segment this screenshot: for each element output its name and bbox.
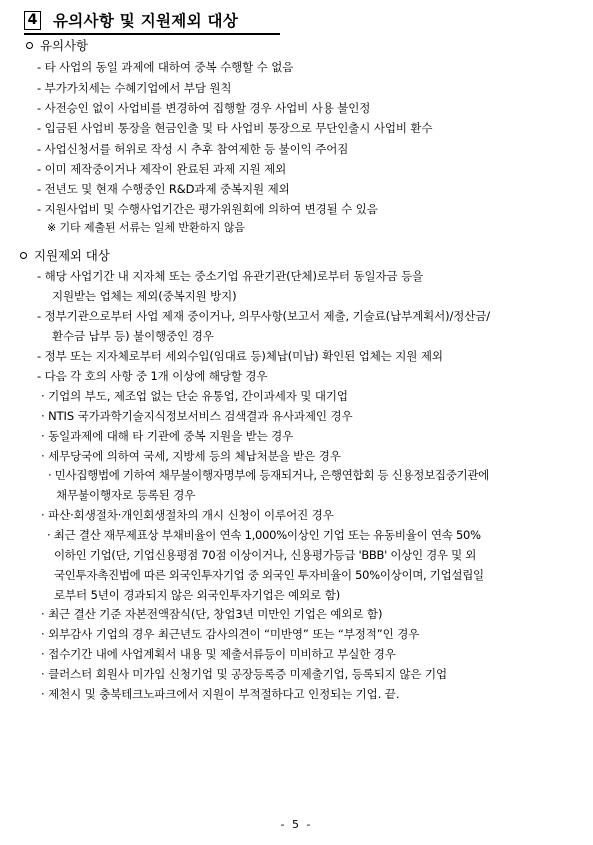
page-number: - 5 -	[280, 818, 313, 831]
exclusion-item: · 기업의 부도, 제조업 없는 단순 유통업, 간이과세자 및 대기업	[41, 389, 348, 403]
exclusion-item: · 접수기간 내에 사업계획서 내용 및 제출서류등이 미비하고 부실한 경우	[41, 647, 396, 661]
circle-bullet-icon	[20, 252, 27, 259]
note-line: - 이미 제작중이거나 제작이 완료된 과제 지원 제외	[37, 162, 287, 176]
section-heading	[24, 8, 238, 32]
note-line: - 입금된 사업비 통장을 현금인출 및 타 사업비 통장으로 무단인출시 사업비 환수	[37, 121, 433, 135]
note-line: - 사전승인 없이 사업비를 변경하여 집행할 경우 사업비 사용 불인정	[37, 101, 371, 115]
exclusion-item: 국인투자촉진법에 따른 외국인투자기업 중 외국인 투자비율이 50%이상이며, 기업설립일	[54, 568, 484, 582]
exclusion-line: 지원받는 업체는 제외(중복지원 방지)	[52, 289, 237, 303]
exclusion-line: - 정부기관으로부터 사업 제재 중이거나, 의무사항(보고서 제출, 기술료(납부계획서)/정산금/	[37, 309, 491, 323]
note-line: - 전년도 및 현재 수행중인 R&D과제 중복지원 제외	[37, 182, 290, 196]
heading-number-box: 4	[24, 11, 41, 30]
exclusion-line: - 정부 또는 지자체로부터 세외수입(임대료 등)체납(미납) 확인된 업체는 지원 제외	[37, 349, 443, 363]
exclusion-line: - 다음 각 호의 사항 중 1개 이상에 해당할 경우	[37, 369, 268, 383]
exclusion-item: · 파산·회생절차·개인회생절차의 개시 신청이 이루어진 경우	[41, 508, 334, 522]
exclusion-item: · 세무당국에 의하여 국세, 지방세 등의 체납처분을 받은 경우	[41, 449, 341, 463]
exclusion-line: - 해당 사업기간 내 지자체 또는 중소기업 유관기관(단체)로부터 동일자금 등을	[37, 269, 424, 283]
exclusion-item: · 외부감사 기업의 경우 최근년도 감사의견이 “미반영” 또는 “부정적”인 경우	[41, 627, 420, 641]
heading-title: 유의사항 및 지원제외 대상	[53, 12, 239, 30]
circle-bullet-icon	[26, 42, 33, 49]
section-title-text: 지원제외 대상	[34, 248, 110, 263]
heading-underline	[24, 33, 280, 35]
exclusion-item: · 최근 결산 기준 자본전액잠식(단, 창업3년 미만인 기업은 예외로 함)	[41, 607, 383, 621]
exclusion-item: · 동일과제에 대해 타 기관에 중복 지원을 받는 경우	[41, 429, 294, 443]
section-title-text: 유의사항	[40, 38, 88, 53]
exclusion-item: 이하인 기업(단, 기업신용평점 70점 이상이거나, 신용평가등급 'BBB' 이상인 경우 및 외	[54, 548, 477, 562]
note-line: - 지원사업비 및 수행사업기간은 평가위원회에 의하여 변경될 수 있음	[37, 202, 378, 216]
note-line: - 사업신청서를 허위로 작성 시 추후 참여제한 등 불이익 주어짐	[37, 142, 349, 156]
exclusion-item: · 제천시 및 충북테크노파크에서 지원이 부적절하다고 인정되는 기업. 끝.	[41, 687, 400, 701]
exclusion-item: · 클러스터 회원사 미가입 신청기업 및 공장등록증 미제출기업, 등록되지 않은 기업	[41, 667, 447, 681]
exclusion-item: · NTIS 국가과학기술지식정보서비스 검색결과 유사과제인 경우	[41, 409, 353, 423]
exclusion-item: 로부터 5년이 경과되지 않은 외국인투자기업은 예외로 함)	[54, 588, 341, 602]
section-title-notes	[26, 39, 88, 53]
exclusion-item: · 민사집행법에 기하여 채무불이행자명부에 등재되거나, 은행연합회 등 신용정보집중기관에	[48, 468, 489, 482]
exclusion-item: · 최근 결산 재무제표상 부채비율이 연속 1,000%이상인 기업 또는 유동비율이 연속 50%	[47, 528, 481, 542]
section-title-exclusions	[20, 249, 110, 263]
exclusion-line: 환수금 납부 등) 불이행중인 경우	[52, 329, 214, 343]
note-line: - 타 사업의 동일 과제에 대하여 중복 수행할 수 없음	[37, 60, 294, 74]
reference-note: ※ 기타 제출된 서류는 일체 반환하지 않음	[47, 221, 245, 234]
note-line: - 부가가치세는 수혜기업에서 부담 원칙	[37, 81, 232, 95]
exclusion-item: 채무불이행자로 등록된 경우	[56, 488, 196, 502]
